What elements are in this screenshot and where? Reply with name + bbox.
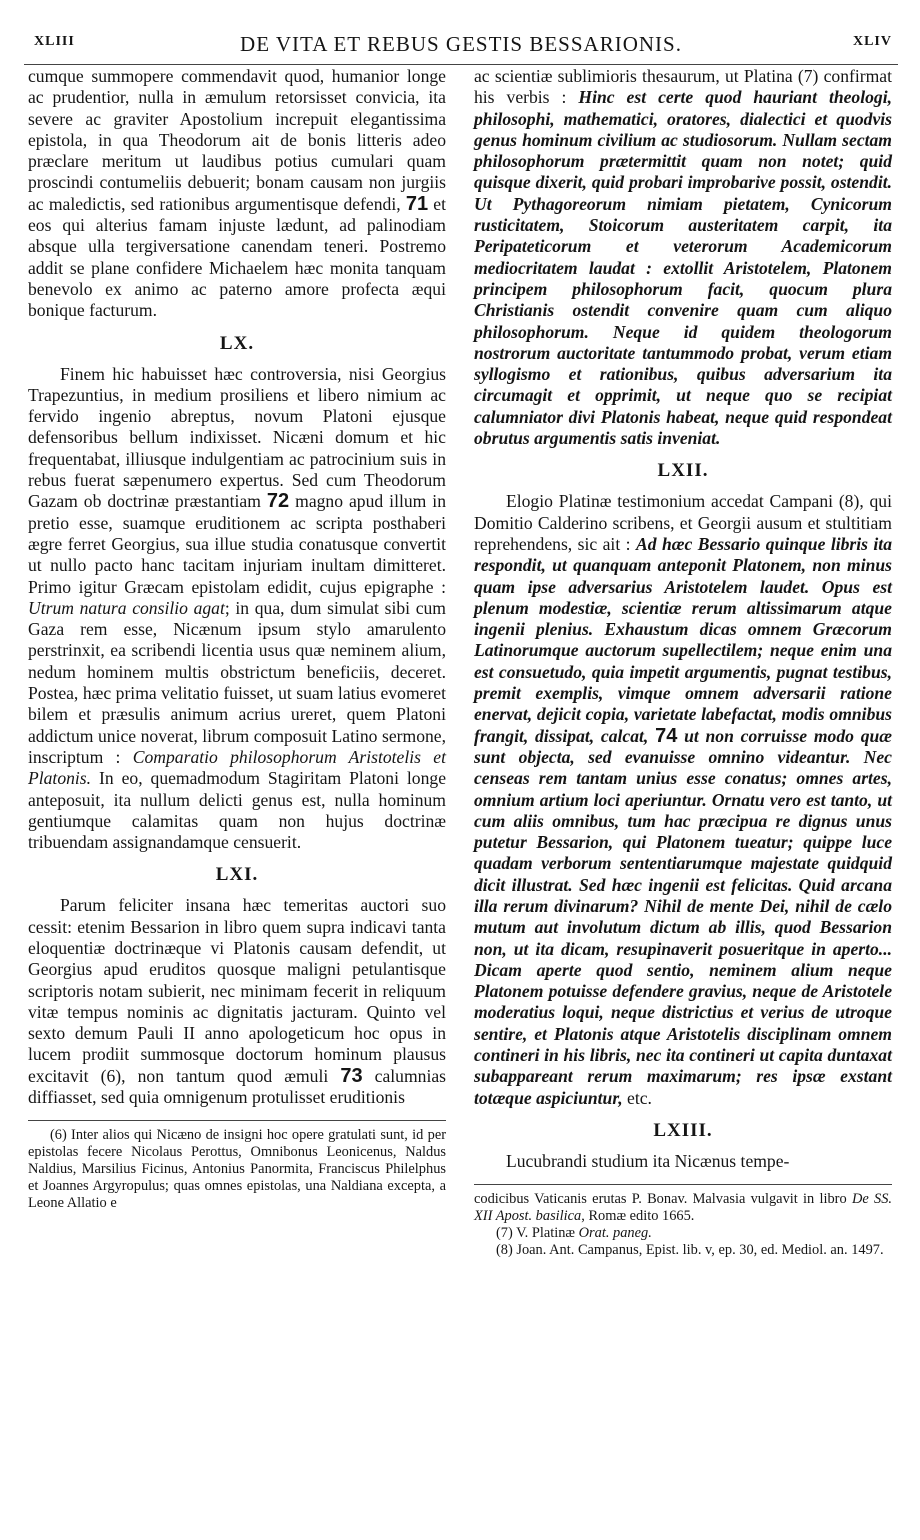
margin-number: 71 — [405, 192, 429, 215]
paragraph: Elogio Platinæ testimonium accedat Campani (8), qui Domitio Calderino scribens, et Georgii ausum et stultitiam reprehendens, sic ait : Ad hæc Bessario quinque libris ita respondit, ut quanquam anteponit Platonem, non minus quam ipse adversarius Aristotelem laudet. Opus est plenum modestiæ, scientiæ rerum altissimarum atque ingenii plenius. Exhaustum dicas omnem Græcorum Latinorumque auctorum supellectilem; neque enim una est consuetudo, quia impetit argumentis, pugnat testibus, premit exemplis, vimque omnem adversarii ratione enervat, dejicit copia, varietate labefactat, modis omnibus frangit, dissipat, calcat, 74 ut non corruisse modo quæ sunt objecta, sed evanuisse omnino videantur. Nec censeas rem tantam unius esse conatus; omnes artes, omnium artium loci aperiuntur. Ornatu vero est tanto, ut cum aliis omnibus, tum hac præcipua re dignus unus putetur Bessarion, qui Platonem tueatur; quippe luce quadam verborum sententiarumque majestate quidquid dicit illustrat. Sed hæc ingenii est felicitas. Quid arcana illa rerum divinarum? Nihil de mente Dei, nihil de cælo mutum aut involutum dictum ab illis, quod Bessarion non, ut ita dicam, resupinaverit posueritque in aperto... Dicam aperte quod sentio, neminem alium neque Platonem potuisse defendere gravius, neque de Aristotele moderatius loqui, neque districtius et verius de utroque sentire, et Platonis atque Aristotelis disciplinam omnem contineri in his libris, nec ita contineri ut capita duntaxat subappareant rerum maximarum; res ipsæ exstant totæque aspiciuntur, etc. — [474, 491, 892, 1108]
margin-number: 74 — [655, 724, 678, 747]
running-title: DE VITA ET REBUS GESTIS BESSARIONIS. — [240, 32, 682, 56]
right-column — [474, 66, 892, 1258]
paragraph: ac scientiæ sublimioris thesaurum, ut Platina (7) confirmat his verbis : Hinc est certe quod hauriant theologi, philosophi, mathematici, oratores, dialectici et quodvis genus hominum civilium ac studiosorum. Nullam sectam philosophorum prætermittit quam non notet; quid quisque dixerit, quid probari improbarive possit, ostendit. Ut Pythagoreorum nimiam pietatem, Cynicorum rusticitatem, Stoicorum austeritatem carpit, ita Peripateticorum et veterorum Academicorum mediocritatem laudat : extollit Aristotelem, Platonem principem philosophorum facit, quocum plura Christianis ostendit convenire quam cum aliquo philosophorum. Neque id quidem theologorum nostrorum auctoritate tantummodo probat, verum etiam syllogismo et rationibus, quibus adversarium ita circumagit et opprimit, ut neque quo se recipiat calumniator divi Platonis habeat, neque quid respondeat obrutus argumentis satis inveniat. — [474, 66, 892, 449]
footnote-divider — [28, 1120, 446, 1121]
footnote: (8) Joan. Ant. Campanus, Epist. lib. v, ep. 30, ed. Mediol. an. 1497. — [496, 1241, 884, 1258]
paragraph: Parum feliciter insana hæc temeritas auctori suo cessit: etenim Bessarion in libro quem supra indicavi tanta eloquentiæ doctrinæque vi Platonis causam defendit, ut Georgius apud eruditos quosque maligni petulantisque scriptoris notam subierit, nec minimam fecerit in reliquum vitæ tempus nominis ac dignitatis jacturam. Quinto vel sexto demum Pauli II anno apologeticum hoc opus in lucem prodiit summosque doctorum hominum plausus excitavit (6), non tantum quod æmuli 73 calumnias diffiasset, sed quia omnigenum protulisset eruditionis — [28, 895, 447, 1108]
paragraph: cumque summopere commendavit quod, humanior longe ac prudentior, nulla in æmulum retorsisset convicia, ita severe ac graviter Apostolium increpuit elegantissima epistola, in qua Theodorum ait de bonis litteris adeo præclare meritum ut laudibus potius cumulari quam proscindi contumeliis debuerit; bonam causam non jurgiis ac maledictis, sed rationibus argumentisque defendi, 71 et eos qui alterius famam injuste lædunt, ad palinodiam absque ulla tergiversatione canendam teneri. Postremo addit se plane confidere Michaelem hæc monita tanquam benevolo ex animo ac paterno amore profecta æqui bonique facturum. — [28, 66, 446, 321]
section-heading: LXI. — [215, 864, 259, 886]
margin-number: 73 — [340, 1064, 363, 1087]
page-number-left: XLIII — [34, 34, 75, 49]
footnote: codicibus Vaticanis erutas P. Bonav. Malvasia vulgavit in libro De SS. XII Apost. basilica, Romæ edito 1665. — [474, 1191, 892, 1225]
section-heading: LX. — [219, 332, 255, 354]
paragraph: Finem hic habuisset hæc controversia, nisi Georgius Trapezuntius, in medium prosiliens et libero nimium ac fervido ingenio abreptus, novum Platoni ejusque defensoribus bellum indixisset. Nicæni domum et hic frequentabat, illiusque indulgentiam ac patrocinium suis in rebus fuerat sæpenumero expertus. Sed cum Theodorum Gazam ob doctrinæ præstantiam 72 magno apud illum in pretio esse, suamque eruditionem ac scripta posthaberi ægre ferret Georgius, sua illue studia conatusque convertit ut nullo pacto hanc tacitam injuriam inultam dimitteret. Primo igitur Græcam epistolam edidit, cujus epigraphe : Utrum natura consilio agat; in qua, dum simulat sibi cum Gaza rem esse, Nicænum ipsum stylo amarulento perstrinxit, ea scribendi licentia usus quæ neminem alium, nedum hominem multis obstrictum beneficiis, deceret. Postea, hæc prima velitatio fuisset, ut suam latius evomeret bilem et præsulis animum acrius ureret, quem Platoni addictum unice noverat, librum composuit Latino sermone, inscriptum : Comparatio philosophorum Aristotelis et Platonis. In eo, quemadmodum Stagiritam Platoni longe anteposuit, ita nullum delicti genus est, nulla hominum gentiumque calamitas quam non hujus doctrinæ tribuendam assignandamque censuerit. — [28, 363, 446, 853]
margin-number: 72 — [266, 490, 290, 513]
footnotes — [28, 1127, 446, 1211]
section-heading: LXII. — [657, 460, 709, 482]
section-heading: LXIII. — [653, 1119, 713, 1141]
page-number-right: XLIV — [852, 34, 892, 49]
running-header — [24, 30, 898, 65]
left-column — [28, 66, 446, 1211]
footnote-divider — [474, 1184, 892, 1185]
footnote: (6) Inter alios qui Nicæno de insigni hoc opere gratulati sunt, id per epistolas fecere Nicolaus Perottus, Omnibonus Leonicenus, Naldus Naldius, Marsilius Ficinus, Antonius Panormita, Franciscus Philelphus et Joannes Argyropulus; quas omnes epistolas, una Naldiana excepta, a Leone Allatio e — [28, 1127, 446, 1211]
footnote: (7) V. Platinæ Orat. paneg. — [496, 1224, 652, 1241]
paragraph: Lucubrandi studium ita Nicænus tempe- — [506, 1150, 790, 1171]
footnotes — [474, 1191, 892, 1258]
